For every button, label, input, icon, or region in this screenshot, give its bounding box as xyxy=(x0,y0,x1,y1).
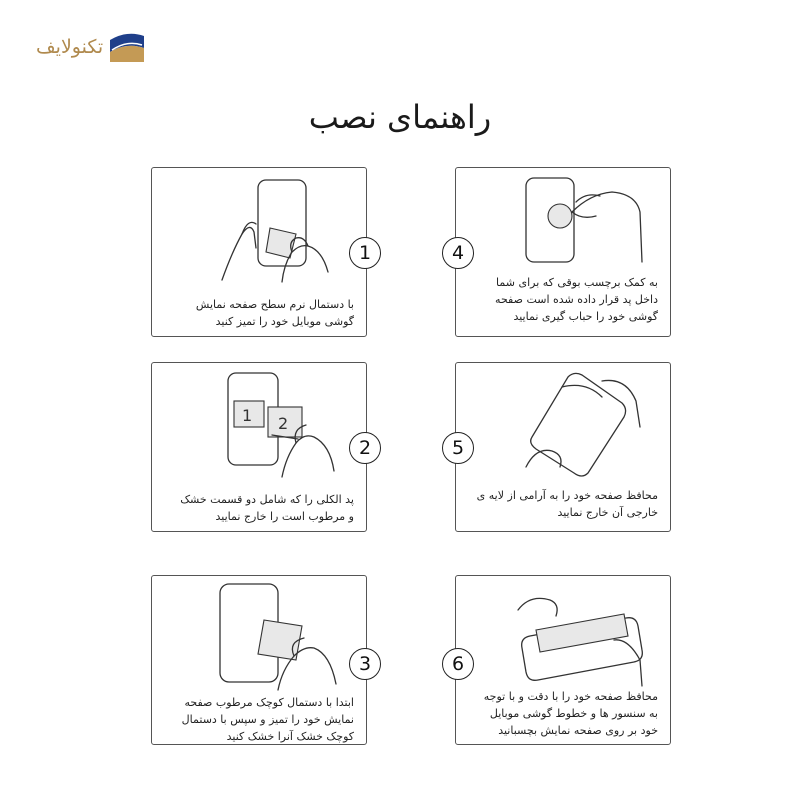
brand-logo[interactable] xyxy=(36,28,147,66)
brand-mark-icon xyxy=(107,28,147,66)
peel-film-icon xyxy=(516,367,646,479)
step-number-2: 2 xyxy=(349,432,381,464)
step-number-4: 4 xyxy=(442,237,474,269)
brand-name: تکنولایف xyxy=(36,36,104,58)
page-title: راهنمای نصب xyxy=(308,98,492,136)
step-caption-6: محافظ صفحه خود را با دقت و با توجه به سنسور ها و خطوط گوشی موبایل خود بر روی صفحه نمایش بچسبانید xyxy=(483,690,658,737)
step-caption-1: با دستمال نرم سطح صفحه نمایش گوشی موبایل خود را تمیز کنید xyxy=(195,298,354,328)
step-number-6: 6 xyxy=(442,648,474,680)
step-card-5 xyxy=(451,362,671,532)
dry-cloth-icon xyxy=(212,580,342,692)
dust-sticker-icon xyxy=(516,172,646,284)
alcohol-pad-icon xyxy=(212,367,342,479)
step-card-2 xyxy=(151,362,372,532)
step-card-4 xyxy=(451,167,671,337)
step-number-3: 3 xyxy=(349,648,381,680)
svg-text:2: 2 xyxy=(278,414,289,433)
step-caption-2: پد الکلی را که شامل دو قسمت خشک و مرطوب است را خارج نمایید xyxy=(180,493,354,523)
step-caption-4: به کمک برچسب بوقی که برای شما داخل پد قرار داده شده است صفحه گوشی خود را حباب گیری نمایید xyxy=(495,276,658,323)
step-card-3 xyxy=(151,575,372,745)
step-caption-3: ابتدا با دستمال کوچک مرطوب صفحه نمایش خود را تمیز و سپس با دستمال کوچک خشک آنرا خشک کنید xyxy=(181,696,354,743)
step-number-1: 1 xyxy=(349,237,381,269)
svg-text:1: 1 xyxy=(242,406,253,425)
step-caption-5: محافظ صفحه خود را به آرامی از لایه ی خارجی آن خارج نمایید xyxy=(476,489,658,519)
step-card-6 xyxy=(451,575,671,745)
step-card-1 xyxy=(151,167,372,337)
wipe-screen-cloth-icon xyxy=(212,172,342,284)
apply-protector-icon xyxy=(516,580,646,692)
step-number-5: 5 xyxy=(442,432,474,464)
